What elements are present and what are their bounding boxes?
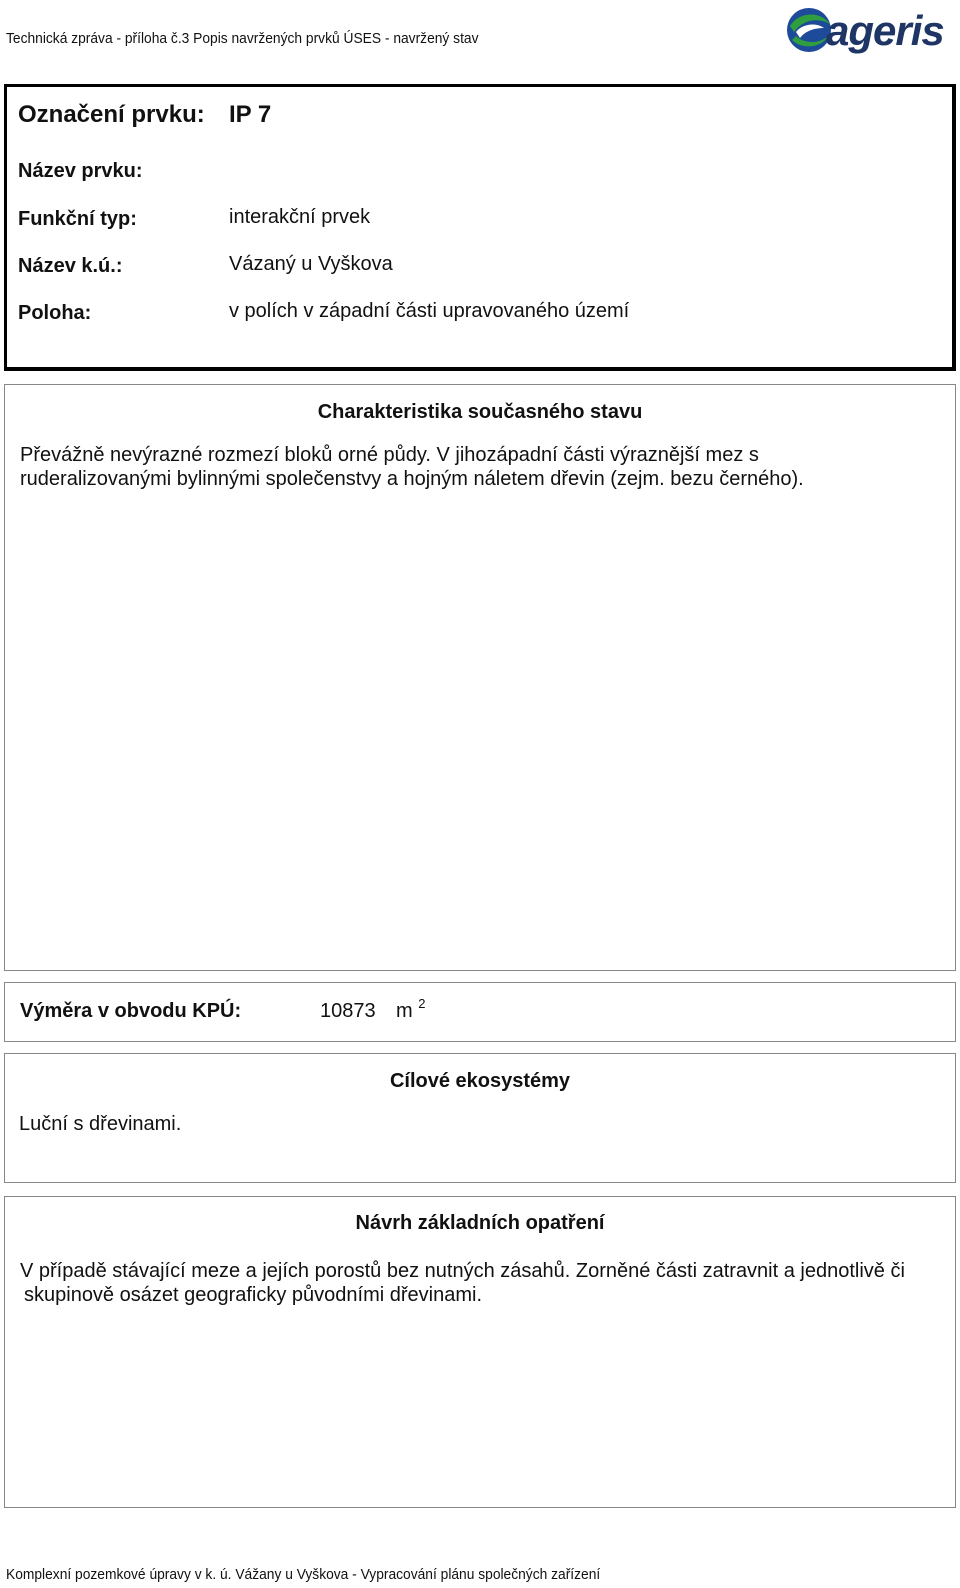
measures-line-2: skupinově osázet geograficky původními dřevinami.	[24, 1284, 483, 1306]
designation-label: Označení prvku:	[18, 101, 205, 128]
characteristics-heading: Charakteristika současného stavu	[317, 401, 643, 423]
ecosystems-heading: Cílové ekosystémy	[389, 1070, 571, 1092]
measures-heading: Návrh základních opatření	[355, 1212, 605, 1234]
footer-text: Komplexní pozemkové úpravy v k. ú. Vážany u Vyškova - Vypracování plánu společných zařízení	[6, 1566, 601, 1583]
area-unit	[396, 996, 426, 1023]
cadastre-label: Název k.ú.:	[18, 255, 123, 277]
designation-value: IP 7	[229, 101, 272, 128]
measures-line-1: V případě stávající meze a jejích porostů bez nutných zásahů. Zorněné části zatravnit a jednotlivě či	[20, 1260, 905, 1282]
ageris-logo	[786, 6, 954, 58]
area-box	[4, 982, 956, 1042]
ecosystems-text: Luční s dřevinami.	[19, 1113, 182, 1135]
area-unit-exponent: 2	[418, 996, 426, 1011]
ecosystems-box	[4, 1053, 956, 1183]
measures-box	[4, 1196, 956, 1508]
type-label: Funkční typ:	[18, 208, 137, 230]
logo-wordmark: ageris	[826, 7, 944, 54]
name-label: Název prvku:	[18, 160, 143, 182]
characteristics-line-1: Převážně nevýrazné rozmezí bloků orné půdy. V jihozápadní části výraznější mez s	[20, 444, 759, 466]
characteristics-line-2: ruderalizovanými bylinnými společenstvy a hojným náletem dřevin (zejm. bezu černého).	[20, 468, 804, 490]
location-value: v polích v západní části upravovaného území	[229, 300, 630, 322]
area-label: Výměra v obvodu KPÚ:	[20, 1000, 242, 1022]
element-identification-box	[4, 84, 956, 371]
header-title: Technická zpráva - příloha č.3 Popis navržených prvků ÚSES - navržený stav	[6, 30, 479, 47]
area-unit-base: m	[396, 1000, 413, 1022]
characteristics-box	[4, 384, 956, 971]
cadastre-value: Vázaný u Vyškova	[229, 253, 393, 275]
type-value: interakční prvek	[229, 206, 371, 228]
area-value: 10873	[320, 1000, 376, 1022]
location-label: Poloha:	[18, 302, 92, 324]
